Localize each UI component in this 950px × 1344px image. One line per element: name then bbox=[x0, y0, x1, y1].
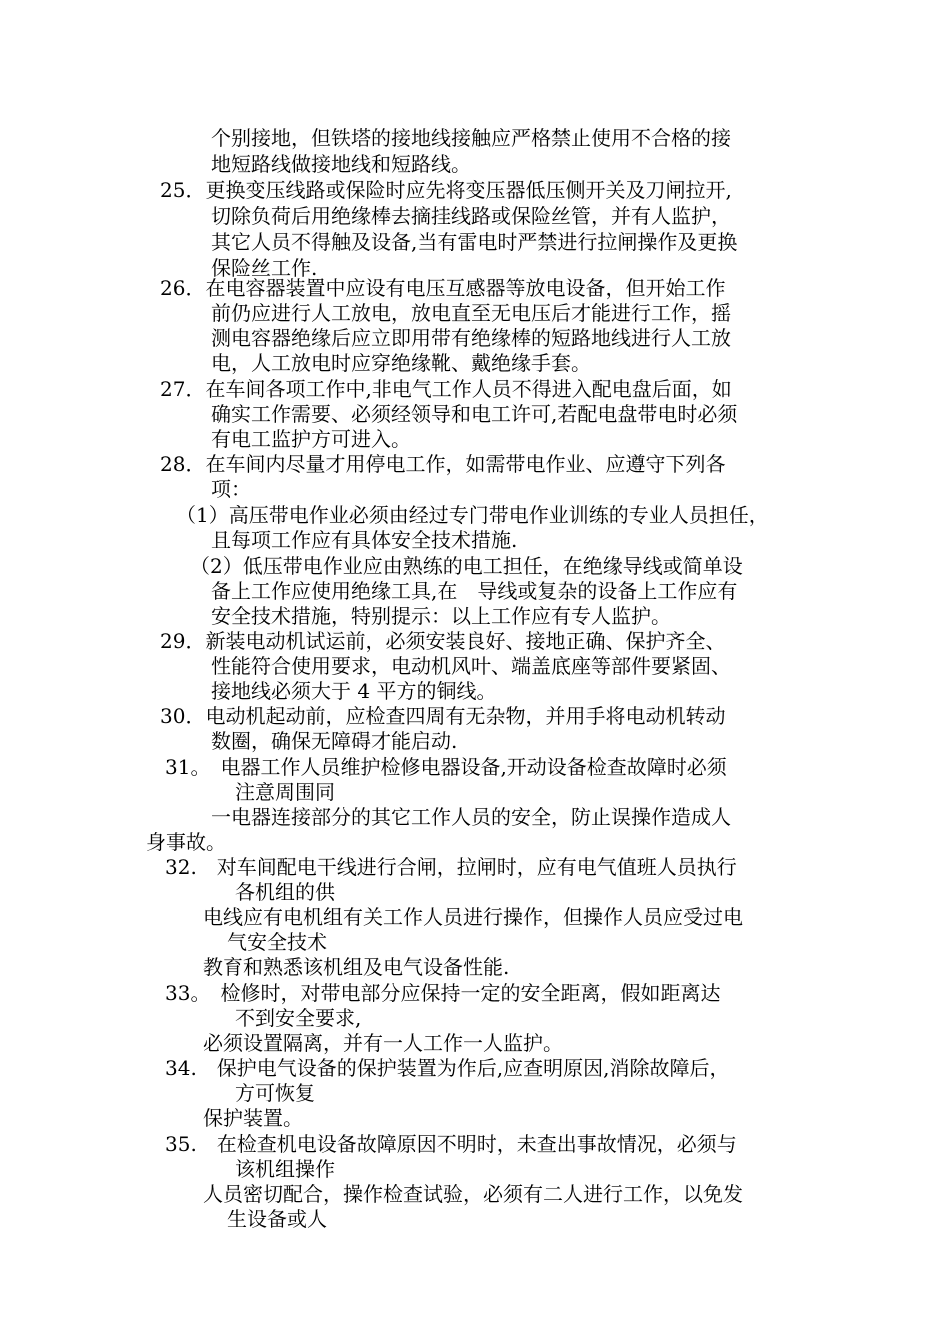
text-line: 生设备或人 bbox=[227, 1207, 327, 1231]
item-35: 35. 在检查机电设备故障原因不明时，未查出事故情况，必须与 bbox=[165, 1132, 737, 1156]
text-line: 教育和熟悉该机组及电气设备性能. bbox=[203, 955, 510, 979]
text-line: 数圈，确保无障碍才能启动. bbox=[211, 729, 458, 753]
text-line: 电线应有电机组有关工作人员进行操作，但操作人员应受过电 bbox=[203, 905, 743, 929]
text-line: 保护装置。 bbox=[203, 1106, 303, 1130]
text-line: 有电工监护方可进入。 bbox=[211, 427, 411, 451]
item-29: 29．新装电动机试运前，必须安装良好、接地正确、保护齐全、 bbox=[160, 629, 726, 653]
text-line: 人员密切配合，操作检查试验，必须有二人进行工作，以免发 bbox=[203, 1182, 743, 1206]
item-33: 33。 检修时，对带电部分应保持一定的安全距离，假如距离达 bbox=[165, 981, 721, 1005]
item-28: 28．在车间内尽量才用停电工作，如需带电作业、应遵守下列各 bbox=[160, 452, 726, 476]
text-line: 测电容器绝缘后应立即用带有绝缘棒的短路地线进行人工放 bbox=[211, 326, 731, 350]
text-line: 该机组操作 bbox=[235, 1157, 335, 1181]
text-line: 个别接地，但铁塔的接地线接触应严格禁止使用不合格的接 bbox=[211, 126, 731, 150]
text-line: 接地线必须大于 4 平方的铜线。 bbox=[211, 679, 497, 703]
text-line: 确实工作需要、必须经领导和电工许可,若配电盘带电时必须 bbox=[211, 402, 738, 426]
text-line: 必须设置隔离，并有一人工作一人监护。 bbox=[203, 1031, 563, 1055]
text-line: 注意周围同 bbox=[235, 780, 335, 804]
item-26: 26．在电容器装置中应设有电压互感器等放电设备，但开始工作 bbox=[160, 276, 726, 300]
item-27: 27．在车间各项工作中,非电气工作人员不得进入配电盘后面，如 bbox=[160, 377, 732, 401]
text-line: 气安全技术 bbox=[227, 930, 327, 954]
text-line: 安全技术措施，特别提示：以上工作应有专人监护。 bbox=[211, 604, 671, 628]
text-line: 保险丝工作. bbox=[211, 256, 318, 280]
sub-item-1: （1）高压带电作业必须由经过专门带电作业训练的专业人员担任， bbox=[176, 503, 769, 527]
item-30: 30．电动机起动前，应检查四周有无杂物，并用手将电动机转动 bbox=[160, 704, 726, 728]
text-line: 项： bbox=[211, 477, 251, 501]
text-line: 电，人工放电时应穿绝缘靴、戴绝缘手套。 bbox=[211, 351, 591, 375]
text-line: 不到安全要求, bbox=[235, 1006, 362, 1030]
text-line: 身事故。 bbox=[146, 830, 226, 854]
item-32: 32. 对车间配电干线进行合闸，拉闸时，应有电气值班人员执行 bbox=[165, 855, 737, 879]
text-line: 方可恢复 bbox=[235, 1081, 315, 1105]
item-34: 34. 保护电气设备的保护装置为作后,应查明原因,消除故障后， bbox=[165, 1056, 730, 1080]
text-line: 且每项工作应有具体安全技术措施. bbox=[211, 528, 518, 552]
text-line: 地短路线做接地线和短路线。 bbox=[211, 152, 471, 176]
item-25: 25．更换变压线路或保险时应先将变压器低压侧开关及刀闸拉开, bbox=[160, 178, 732, 202]
text-line: 各机组的供 bbox=[235, 880, 335, 904]
text-line: 切除负荷后用绝缘棒去摘挂线路或保险丝管，并有人监护， bbox=[211, 204, 731, 228]
text-line: 一电器连接部分的其它工作人员的安全，防止误操作造成人 bbox=[211, 805, 731, 829]
sub-item-2: （2）低压带电作业应由熟练的电工担任，在绝缘导线或简单设 bbox=[190, 554, 743, 578]
text-line: 性能符合使用要求，电动机风叶、端盖底座等部件要紧固、 bbox=[211, 654, 731, 678]
item-31: 31。 电器工作人员维护检修电器设备,开动设备检查故障时必须 bbox=[165, 755, 727, 779]
text-line: 其它人员不得触及设备,当有雷电时严禁进行拉闸操作及更换 bbox=[211, 230, 738, 254]
text-line: 前仍应进行人工放电，放电直至无电压后才能进行工作，摇 bbox=[211, 301, 731, 325]
text-line: 备上工作应使用绝缘工具,在 导线或复杂的设备上工作应有 bbox=[211, 579, 738, 603]
